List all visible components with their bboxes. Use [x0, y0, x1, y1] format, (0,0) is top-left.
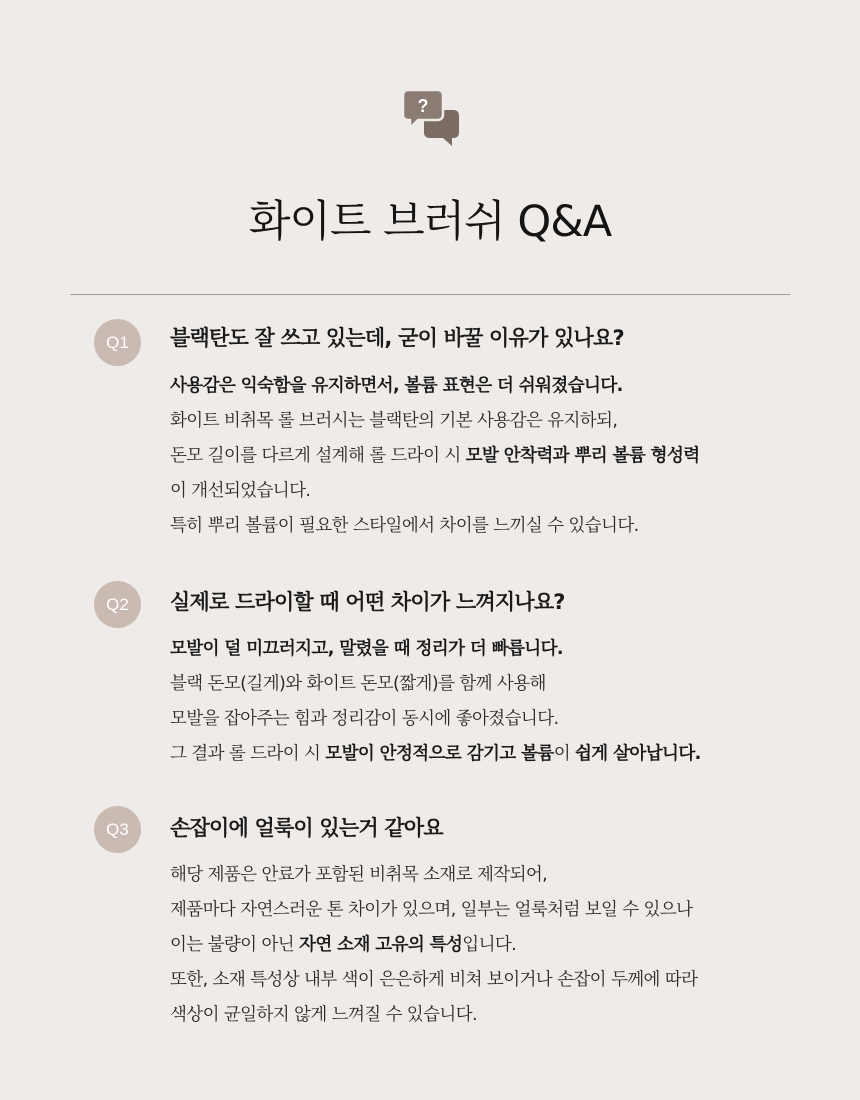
body-text: 블랙 돈모(길게)와 화이트 돈모(짧게)를 함께 사용해 — [170, 674, 546, 694]
answer-line — [170, 404, 790, 439]
answer-summary — [170, 369, 790, 404]
answer-line — [170, 439, 790, 474]
highlight-text: 사용감은 익숙함을 유지하면서, 볼륨 표현은 더 쉬워졌습니다. — [170, 376, 623, 396]
answer-line — [170, 998, 790, 1033]
body-text: 색상이 균일하지 않게 느껴질 수 있습니다. — [170, 1005, 477, 1025]
body-text: 이는 불량이 아닌 — [170, 935, 300, 955]
body-text: 제품마다 자연스러운 톤 차이가 있으며, 일부는 얼룩처럼 보일 수 있으나 — [170, 900, 693, 920]
body-text: 모발을 잡아주는 힘과 정리감이 동시에 좋아졌습니다. — [170, 709, 559, 729]
body-text: 화이트 비취목 롤 브러시는 블랙탄의 기본 사용감은 유지하되, — [170, 411, 618, 431]
body-text: 해당 제품은 안료가 포함된 비취목 소재로 제작되어, — [170, 865, 548, 885]
highlight-text: 모발이 안정적으로 감기고 볼륨 — [325, 744, 554, 764]
body-text: 그 결과 롤 드라이 시 — [170, 744, 326, 764]
highlight-text: 모발 안착력과 뿌리 볼륨 형성력 — [465, 446, 700, 466]
answer-line — [170, 893, 790, 928]
answer-summary — [170, 632, 790, 667]
page-title: 화이트 브러쉬 Q&A — [248, 197, 612, 247]
answer-block — [170, 632, 790, 772]
body-text: 입니다. — [462, 935, 517, 955]
question-text: 블랙탄도 잘 쓰고 있는데, 굳이 바꿀 이유가 있나요? — [170, 326, 624, 350]
answer-line — [170, 858, 790, 893]
body-text: 이 개선되었습니다. — [170, 481, 311, 501]
answer-line — [170, 702, 790, 737]
answer-line — [170, 928, 790, 963]
body-text: 특히 뿌리 볼륨이 필요한 스타일에서 차이를 느끼실 수 있습니다. — [170, 516, 639, 536]
question-chat-icon — [402, 88, 460, 146]
highlight-text: 모발이 덜 미끄러지고, 말렸을 때 정리가 더 빠릅니다. — [170, 639, 563, 659]
question-badge: Q1 — [94, 319, 141, 366]
answer-line — [170, 963, 790, 998]
body-text: 이 — [553, 744, 575, 764]
divider — [70, 294, 790, 295]
answer-block — [170, 858, 790, 1033]
answer-block — [170, 369, 790, 544]
question-text: 손잡이에 얼룩이 있는거 같아요 — [170, 816, 443, 840]
answer-line — [170, 667, 790, 702]
question-text: 실제로 드라이할 때 어떤 차이가 느껴지나요? — [170, 590, 565, 614]
highlight-text: 쉽게 살아납니다. — [575, 744, 701, 764]
svg-text:?: ? — [417, 96, 429, 116]
body-text: 돈모 길이를 다르게 설계해 롤 드라이 시 — [170, 446, 466, 466]
question-badge: Q2 — [94, 581, 141, 628]
body-text: 또한, 소재 특성상 내부 색이 은은하게 비쳐 보이거나 손잡이 두께에 따라 — [170, 970, 698, 990]
answer-line — [170, 474, 790, 509]
answer-line — [170, 509, 790, 544]
answer-line — [170, 737, 790, 772]
question-badge: Q3 — [94, 806, 141, 853]
highlight-text: 자연 소재 고유의 특성 — [299, 935, 463, 955]
